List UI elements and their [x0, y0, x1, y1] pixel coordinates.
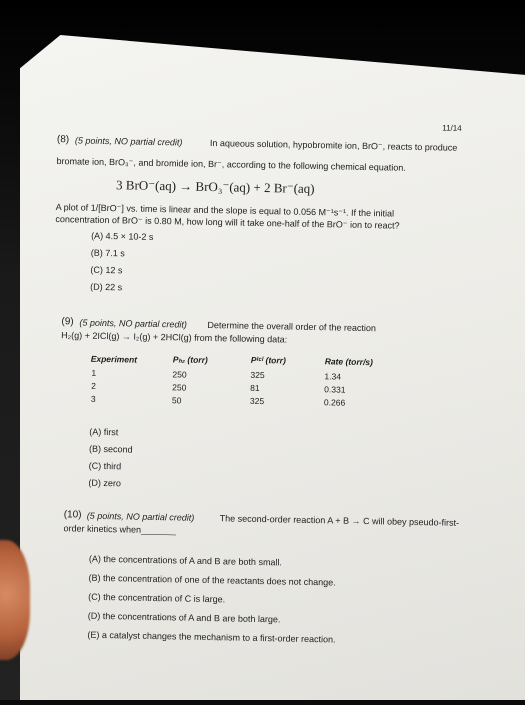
table-row-1-rate: 1.34 — [324, 371, 342, 382]
table-header-picl: Pᴵᶜˡ (torr) — [250, 354, 286, 366]
table-row-2-ph2: 250 — [172, 382, 187, 393]
q10-number: (10) — [63, 509, 82, 521]
q8-option-c: (C) 12 s — [90, 264, 123, 276]
q9-option-d: (D) zero — [88, 477, 121, 489]
q9-option-a: (A) first — [89, 426, 119, 438]
q8-number: (8) — [56, 134, 70, 146]
q8-text-line2: bromate ion, BrO₃⁻, and bromide ion, Br⁻, according to the following chemical equation. — [56, 156, 406, 173]
q10-option-c: (C) the concentration of C is large. — [88, 591, 226, 605]
q10-option-a: (A) the concentrations of A and B are both small. — [88, 553, 283, 568]
q9-points: (5 points, NO partial credit) — [79, 317, 188, 330]
table-row-2-rate: 0.331 — [324, 384, 346, 395]
table-header-experiment: Experiment — [90, 353, 138, 365]
q8-text-line1: In aqueous solution, hypobromite ion, BrO⁻, reacts to produce — [209, 137, 458, 153]
q8-option-d: (D) 22 s — [90, 281, 123, 293]
q8-option-a: (A) 4.5 × 10-2 s — [91, 230, 154, 242]
q10-option-e: (E) a catalyst changes the mechanism to a first-order reaction. — [87, 629, 336, 645]
q8-equation: 3 BrO⁻(aq) → BrO₃⁻(aq) + 2 Br⁻(aq) — [115, 177, 315, 197]
q10-points: (5 points, NO partial credit) — [86, 510, 195, 523]
q10-option-b: (B) the concentration of one of the reactants does not change. — [88, 572, 336, 588]
q10-option-d: (D) the concentrations of A and B are both large. — [87, 610, 281, 625]
table-row-3-picl: 325 — [249, 395, 265, 407]
page-number: 11/14 — [442, 123, 462, 133]
q8-prompt-line1: A plot of 1/[BrO⁻] vs. time is linear and the slope is equal to 0.056 M⁻¹s⁻¹. If the initial — [55, 202, 395, 219]
q9-text-line2: H₂(g) + 2ICl(g) → I₂(g) + 2HCl(g) from the following data: — [61, 330, 288, 345]
table-row-1-ph2: 250 — [172, 369, 187, 380]
q9-option-b: (B) second — [88, 443, 133, 455]
table-header-rate: Rate (torr/s) — [324, 356, 374, 368]
q9-option-c: (C) third — [88, 460, 122, 472]
table-row-1-picl: 325 — [250, 369, 265, 381]
q10-text-line1: The second-order reaction A + B → C will obey pseudo-first- — [219, 513, 460, 528]
q8-prompt-line2: concentration of BrO⁻ is 0.80 M, how long will it take one-half of the BrO⁻ ion to react? — [55, 214, 400, 231]
q8-option-b: (B) 7.1 s — [90, 247, 125, 259]
table-row-3-rate: 0.266 — [323, 397, 346, 408]
table-row-1-experiment: 1 — [91, 367, 97, 378]
table-row-3-ph2: 50 — [171, 395, 182, 406]
table-row-2-picl: 81 — [250, 382, 260, 393]
table-row-2-experiment: 2 — [91, 380, 97, 391]
q8-points: (5 points, NO partial credit) — [74, 135, 183, 148]
q9-number: (9) — [61, 316, 74, 328]
table-header-ph2: Pₕ₂ (torr) — [172, 354, 208, 365]
q9-text-line1: Determine the overall order of the reaction — [207, 319, 377, 334]
table-row-3-experiment: 3 — [90, 393, 96, 404]
q10-text-line2: order kinetics when_______ — [63, 523, 177, 536]
